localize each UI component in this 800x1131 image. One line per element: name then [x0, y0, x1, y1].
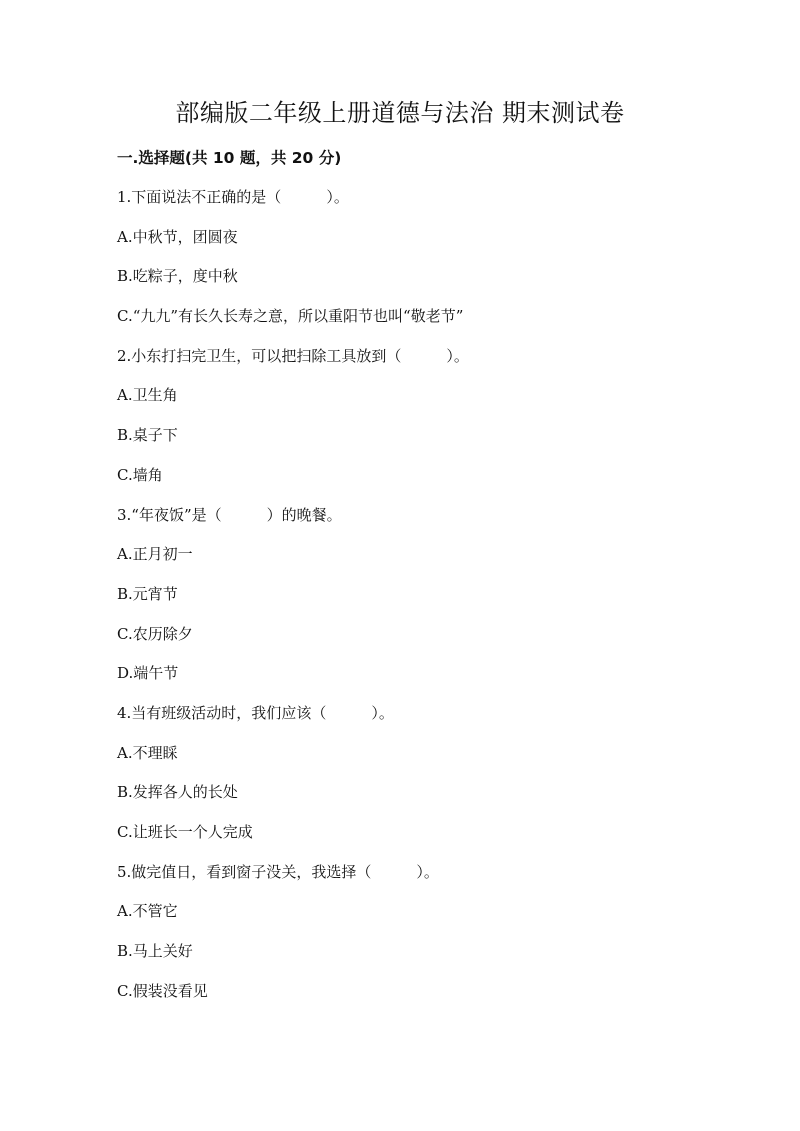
section-heading: 一.选择题(共 10 题，共 20 分) — [117, 149, 342, 167]
question-stem: 5.做完值日，看到窗子没关，我选择（ ）。 — [117, 862, 439, 881]
answer-option: B.元宵节 — [117, 584, 178, 603]
answer-option: A.卫生角 — [117, 386, 178, 405]
question-stem: 3.“年夜饭”是（ ）的晚餐。 — [117, 505, 342, 524]
question-list — [117, 186, 737, 1019]
answer-option: C.假装没看见 — [117, 981, 208, 1000]
answer-option: B.发挥各人的长处 — [117, 783, 238, 802]
answer-option: A.不理睬 — [117, 743, 178, 762]
answer-option: C.墙角 — [117, 465, 163, 484]
answer-option: D.端午节 — [117, 664, 179, 683]
question-stem: 4.当有班级活动时，我们应该（ ）。 — [117, 703, 394, 722]
answer-option: B.桌子下 — [117, 426, 178, 445]
answer-option: C.让班长一个人完成 — [117, 823, 253, 841]
question-stem: 1.下面说法不正确的是（ ）。 — [117, 188, 349, 206]
answer-option: B.吃粽子，度中秋 — [117, 267, 238, 286]
answer-option: C.“九九”有长久长寿之意，所以重阳节也叫“敬老节” — [117, 307, 464, 326]
question-stem: 2.小东打扫完卫生，可以把扫除工具放到（ ）。 — [117, 346, 469, 365]
answer-option: A.中秋节，团圆夜 — [117, 227, 238, 246]
answer-option: A.不管它 — [117, 902, 178, 921]
answer-option: C.农历除夕 — [117, 624, 193, 643]
page-title: 部编版二年级上册道德与法治 期末测试卷 — [175, 99, 625, 127]
answer-option: B.马上关好 — [117, 942, 193, 961]
answer-option: A.正月初一 — [117, 545, 193, 564]
